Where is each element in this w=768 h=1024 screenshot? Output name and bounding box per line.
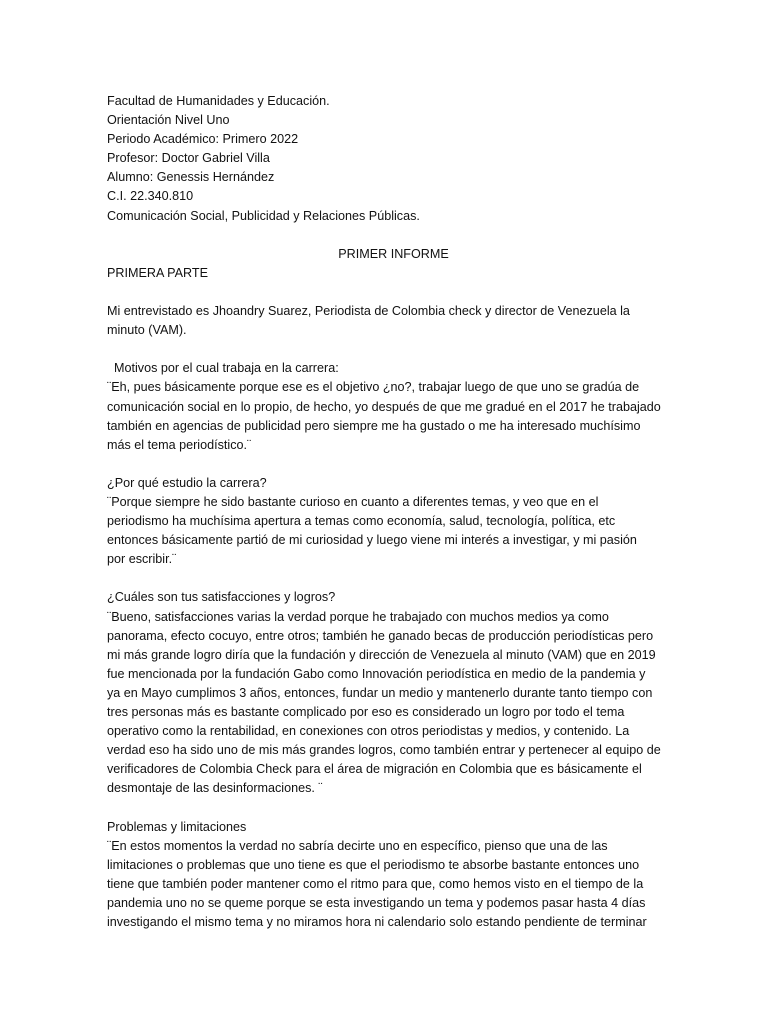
answer-line: ¨Eh, pues básicamente porque ese es el objetivo ¿no?, trabajar luego de que uno se gradúa de [107, 380, 640, 395]
question-achievements: ¿Cuáles son tus satisfacciones y logros? [107, 590, 336, 605]
answer-line: ¨En estos momentos la verdad no sabría decirte uno en específico, pienso que una de las [107, 838, 608, 853]
intro-line: Mi entrevistado es Jhoandry Suarez, Periodista de Colombia check y director de Venezuela la [107, 304, 630, 319]
answer-motives [107, 378, 668, 454]
answer-line: ¨Porque siempre he sido bastante curioso en cuanto a diferentes temas, y veo que en el [107, 494, 599, 509]
header-block [107, 92, 668, 226]
answer-line: limitaciones o problemas que uno tiene es que el periodismo te absorbe bastante entonces uno [107, 857, 640, 872]
question-problems: Problemas y limitaciones [107, 819, 247, 834]
answer-line: también en agencias de publicidad pero siempre me ha gustado o me ha interesado muchísimo [107, 418, 641, 433]
intro-line: minuto (VAM). [107, 323, 187, 338]
answer-line: comunicación social en lo propio, de hecho, yo después de que me gradué en el 2017 he trabajado [107, 399, 661, 414]
spacer [107, 283, 668, 302]
answer-line: entonces básicamente partió de mi curiosidad y luego viene mi interés a investigar, y mi pasión [107, 533, 637, 548]
answer-line: verificadores de Colombia Check para el área de migración en Colombia que es básicamente el [107, 762, 642, 777]
answer-line: panorama, efecto cocuyo, entre otros; también he ganado becas de producción periodísticas pero [107, 628, 654, 643]
answer-line: desmontaje de las desinformaciones. ¨ [107, 781, 323, 796]
answer-problems [107, 837, 668, 932]
spacer [107, 455, 668, 474]
document-title: PRIMER INFORME [338, 246, 449, 261]
spacer [107, 226, 668, 245]
spacer [107, 569, 668, 588]
answer-line: fue mencionada por la fundación Gabo como Innovación periodística en medio de la pandemia y [107, 666, 646, 681]
header-line-professor: Profesor: Doctor Gabriel Villa [107, 151, 270, 166]
intro-paragraph [107, 302, 668, 340]
spacer [107, 340, 668, 359]
answer-line: más el tema periodístico.¨ [107, 437, 252, 452]
spacer [107, 798, 668, 817]
answer-line: periodismo ha muchísima apertura a temas como economía, salud, tecnología, política, etc [107, 514, 616, 529]
section-heading: PRIMERA PARTE [107, 265, 209, 280]
answer-achievements [107, 608, 668, 799]
answer-line: operativo como la rentabilidad, en conexiones con otros periodistas y medios, y contenido. La [107, 724, 630, 739]
header-line-career: Comunicación Social, Publicidad y Relaciones Públicas. [107, 208, 420, 223]
answer-line: verdad eso ha sido uno de mis más grandes logros, como también entrar y pertenecer al equipo de [107, 743, 661, 758]
header-line-student: Alumno: Genessis Hernández [107, 170, 275, 185]
answer-line: pandemia uno no se queme porque se esta investigando un tema y podemos pasar hasta 4 días [107, 895, 646, 910]
header-line-faculty: Facultad de Humanidades y Educación. [107, 94, 330, 108]
header-line-orientation: Orientación Nivel Uno [107, 113, 230, 128]
answer-line: tres personas más es bastante complicado por eso es considerado un logro por todo el tema [107, 705, 625, 719]
answer-why-study [107, 493, 668, 569]
answer-line: mi más grande logro diría que la fundación y dirección de Venezuela al minuto (VAM) que en 2019 [107, 647, 656, 662]
answer-line: tiene que también poder mantener como el ritmo para que, como hemos visto en el tiempo de la [107, 876, 644, 891]
question-why-study: ¿Por qué estudio la carrera? [107, 475, 267, 490]
header-line-id: C.I. 22.340.810 [107, 189, 194, 204]
answer-line: investigando el mismo tema y no miramos hora ni calendario solo estando pendiente de terminar [107, 915, 647, 930]
answer-line: ¨Bueno, satisfacciones varias la verdad porque he trabajado con muchos medios ya como [107, 609, 609, 624]
question-motives: Motivos por el cual trabaja en la carrera: [114, 361, 339, 376]
answer-line: por escribir.¨ [107, 552, 177, 567]
header-line-period: Periodo Académico: Primero 2022 [107, 132, 299, 147]
answer-line: ya en Mayo cumplimos 3 años, entonces, fundar un medio y mantenerlo durante tanto tiempo con [107, 685, 653, 700]
